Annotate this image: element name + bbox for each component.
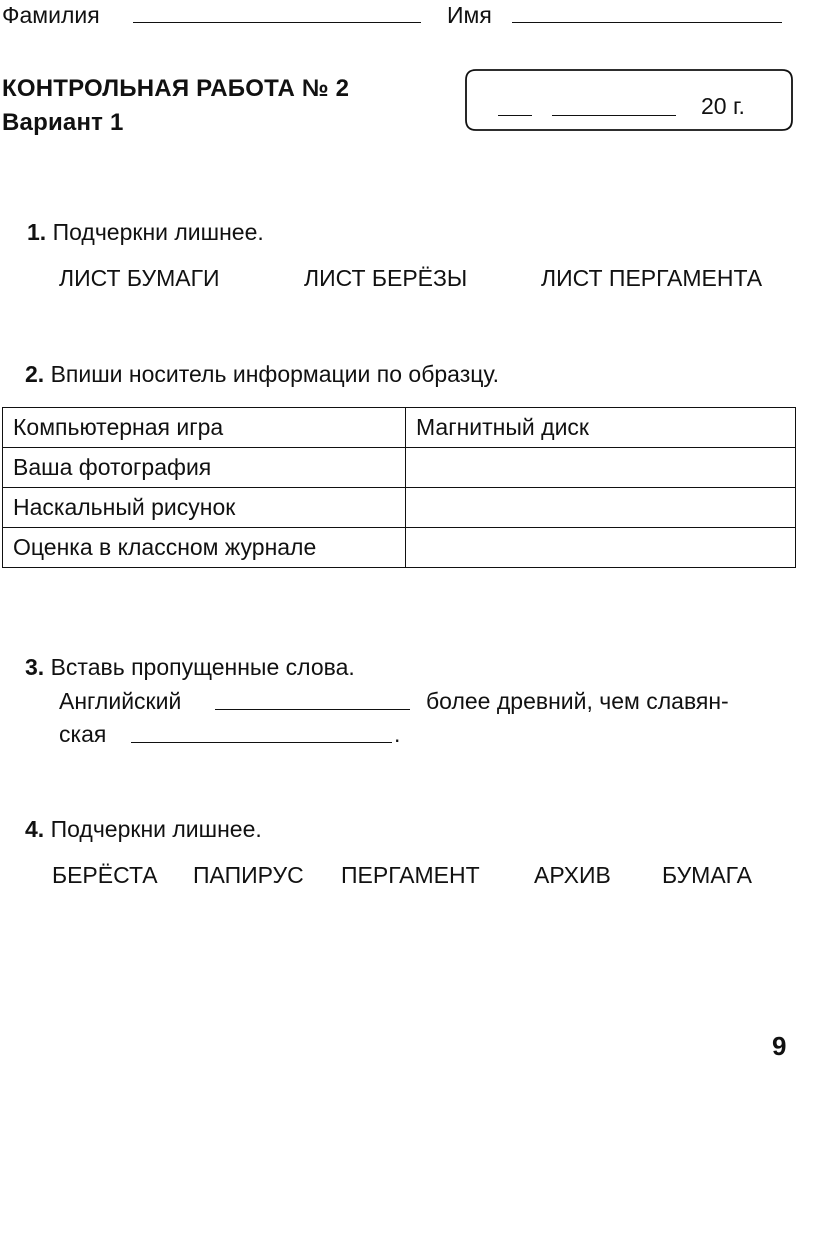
info-carrier-table [2, 407, 796, 568]
task-1-word[interactable]: ЛИСТ БЕРЁЗЫ [304, 265, 468, 291]
task-1-heading [27, 221, 264, 244]
name-label: Имя [447, 2, 492, 28]
table-cell: Компьютерная игра [3, 408, 406, 448]
surname-label: Фамилия [2, 2, 100, 28]
table-row [3, 408, 796, 448]
task-4-word[interactable]: ПАПИРУС [193, 862, 304, 888]
task-4-number: 4. [25, 816, 45, 842]
variant-label: Вариант 1 [2, 109, 124, 136]
task-4-heading [25, 818, 262, 841]
date-box [464, 68, 794, 132]
table-cell: Наскальный рисунок [3, 488, 406, 528]
task-4-word[interactable]: АРХИВ [534, 862, 611, 888]
table-cell: Оценка в классном журнале [3, 528, 406, 568]
date-month-field[interactable] [552, 115, 676, 116]
task-3-line2-start: ская [59, 721, 107, 747]
task-4-instruction: Подчеркни лишнее. [50, 816, 262, 842]
page-title: КОНТРОЛЬНАЯ РАБОТА № 2 [2, 75, 350, 102]
answer-cell[interactable] [406, 528, 796, 568]
task-1-words [0, 265, 816, 291]
task-1-number: 1. [27, 219, 47, 245]
answer-cell[interactable] [406, 448, 796, 488]
task-1-word[interactable]: ЛИСТ БУМАГИ [59, 265, 220, 291]
task-1-word[interactable]: ЛИСТ ПЕРГАМЕНТА [541, 265, 763, 291]
task-4-words [0, 862, 816, 888]
task-3-heading [25, 656, 355, 679]
task-2-instruction: Впиши носитель информации по образцу. [50, 361, 499, 387]
surname-field[interactable] [133, 22, 421, 23]
task-3-number: 3. [25, 654, 45, 680]
date-day-field[interactable] [498, 115, 532, 116]
table-row [3, 448, 796, 488]
task-3-blank-1[interactable] [215, 709, 410, 710]
task-4-word[interactable]: ПЕРГАМЕНТ [341, 862, 480, 888]
page-number: 9 [772, 1031, 787, 1061]
task-1-instruction: Подчеркни лишнее. [52, 219, 264, 245]
task-3-line2-end: . [394, 721, 401, 747]
answer-cell[interactable] [406, 488, 796, 528]
task-2-heading [25, 363, 499, 386]
table-cell: Магнитный диск [406, 408, 796, 448]
task-4-word[interactable]: БУМАГА [662, 862, 752, 888]
task-3-line1-end: более древний, чем славян- [426, 688, 729, 714]
table-row [3, 488, 796, 528]
task-3-blank-2[interactable] [131, 742, 392, 743]
table-row [3, 528, 796, 568]
task-3-line1-start: Английский [59, 688, 182, 714]
task-3-instruction: Вставь пропущенные слова. [50, 654, 355, 680]
task-4-word[interactable]: БЕРЁСТА [52, 862, 158, 888]
table-cell: Ваша фотография [3, 448, 406, 488]
date-year-suffix: 20 г. [701, 93, 745, 119]
task-2-number: 2. [25, 361, 45, 387]
name-field[interactable] [512, 22, 782, 23]
